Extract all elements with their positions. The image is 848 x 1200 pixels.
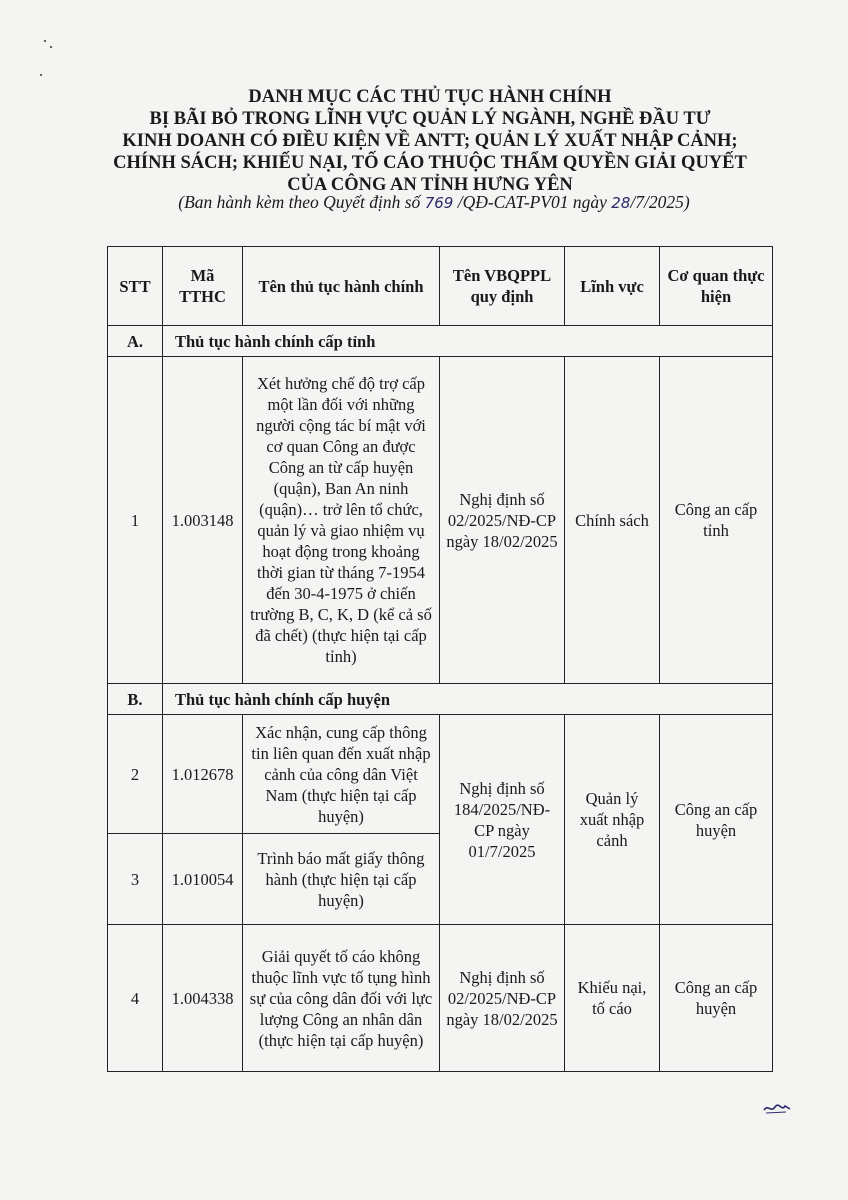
row-stt: 3: [108, 834, 163, 925]
row-stt: 2: [108, 715, 163, 834]
header-stt: STT: [108, 247, 163, 326]
title-line-2: BỊ BÃI BỎ TRONG LĨNH VỰC QUẢN LÝ NGÀNH, NGHỀ ĐẦU TƯ: [149, 109, 711, 129]
header-name: Tên thủ tục hành chính: [243, 247, 440, 326]
section-b-title: Thủ tục hành chính cấp huyện: [163, 684, 773, 715]
row-code: 1.003148: [163, 357, 243, 684]
row-agency: Công an cấp huyện: [660, 925, 773, 1072]
row-name: Giải quyết tố cáo không thuộc lĩnh vực tố tụng hình sự của công dân đối với lực lượng Công an nhân dân (thực hiện tại cấp huyện): [243, 925, 440, 1072]
row-field: Chính sách: [565, 357, 660, 684]
row-code: 1.012678: [163, 715, 243, 834]
row-code: 1.010054: [163, 834, 243, 925]
title-line-5: CỦA CÔNG AN TỈNH HƯNG YÊN: [287, 175, 573, 195]
row-name: Xác nhận, cung cấp thông tin liên quan đến xuất nhập cảnh của công dân Việt Nam (thực hiện tại cấp huyện): [243, 715, 440, 834]
procedures-table: [107, 246, 773, 1072]
table-row: [108, 357, 773, 684]
document-subtitle: [60, 192, 808, 213]
row-field: Khiếu nại, tố cáo: [565, 925, 660, 1072]
initials-mark: [762, 1100, 792, 1116]
subtitle-middle: /QĐ-CAT-PV01 ngày: [453, 192, 612, 212]
title-line-3: KINH DOANH CÓ ĐIỀU KIỆN VỀ ANTT; QUẢN LÝ XUẤT NHẬP CẢNH;: [122, 131, 738, 151]
row-agency: Công an cấp huyện: [660, 715, 773, 925]
section-row-a: [108, 326, 773, 357]
row-legal: Nghị định số 184/2025/NĐ-CP ngày 01/7/2025: [440, 715, 565, 925]
row-stt: 4: [108, 925, 163, 1072]
section-a-title: Thủ tục hành chính cấp tỉnh: [163, 326, 773, 357]
scan-artifact: [40, 40, 54, 80]
decision-day: 28: [611, 194, 631, 212]
row-name: Xét hưởng chế độ trợ cấp một lần đối với những người cộng tác bí mật với cơ quan Công an được Công an từ cấp huyện (quận), Ban An ninh (quận)… trở lên tổ chức, quản lý và giao nhiệm vụ hoạt động trong khoảng thời gian từ tháng 7-1954 đến 30-4-1975 ở chiến trường B, C, K, D (kể cả số đã chết) (thực hiện tại cấp tỉnh): [243, 357, 440, 684]
table-row: [108, 925, 773, 1072]
table-header-row: [108, 247, 773, 326]
table-row: [108, 715, 773, 834]
document-title: [60, 86, 800, 196]
subtitle-prefix: (Ban hành kèm theo Quyết định số: [178, 192, 425, 212]
section-b-label: B.: [108, 684, 163, 715]
row-agency: Công an cấp tỉnh: [660, 357, 773, 684]
row-name: Trình báo mất giấy thông hành (thực hiện tại cấp huyện): [243, 834, 440, 925]
title-line-4: CHÍNH SÁCH; KHIẾU NẠI, TỐ CÁO THUỘC THẨM QUYỀN GIẢI QUYẾT: [113, 153, 747, 173]
header-agency: Cơ quan thực hiện: [660, 247, 773, 326]
row-legal: Nghị định số 02/2025/NĐ-CP ngày 18/02/2025: [440, 357, 565, 684]
header-field: Lĩnh vực: [565, 247, 660, 326]
section-row-b: [108, 684, 773, 715]
row-field: Quản lý xuất nhập cảnh: [565, 715, 660, 925]
subtitle-suffix: /7/2025): [630, 192, 690, 212]
row-code: 1.004338: [163, 925, 243, 1072]
title-line-1: DANH MỤC CÁC THỦ TỤC HÀNH CHÍNH: [248, 87, 612, 107]
decision-number: 769: [424, 194, 454, 212]
header-code: Mã TTHC: [163, 247, 243, 326]
section-a-label: A.: [108, 326, 163, 357]
row-stt: 1: [108, 357, 163, 684]
header-legal: Tên VBQPPL quy định: [440, 247, 565, 326]
row-legal: Nghị định số 02/2025/NĐ-CP ngày 18/02/2025: [440, 925, 565, 1072]
